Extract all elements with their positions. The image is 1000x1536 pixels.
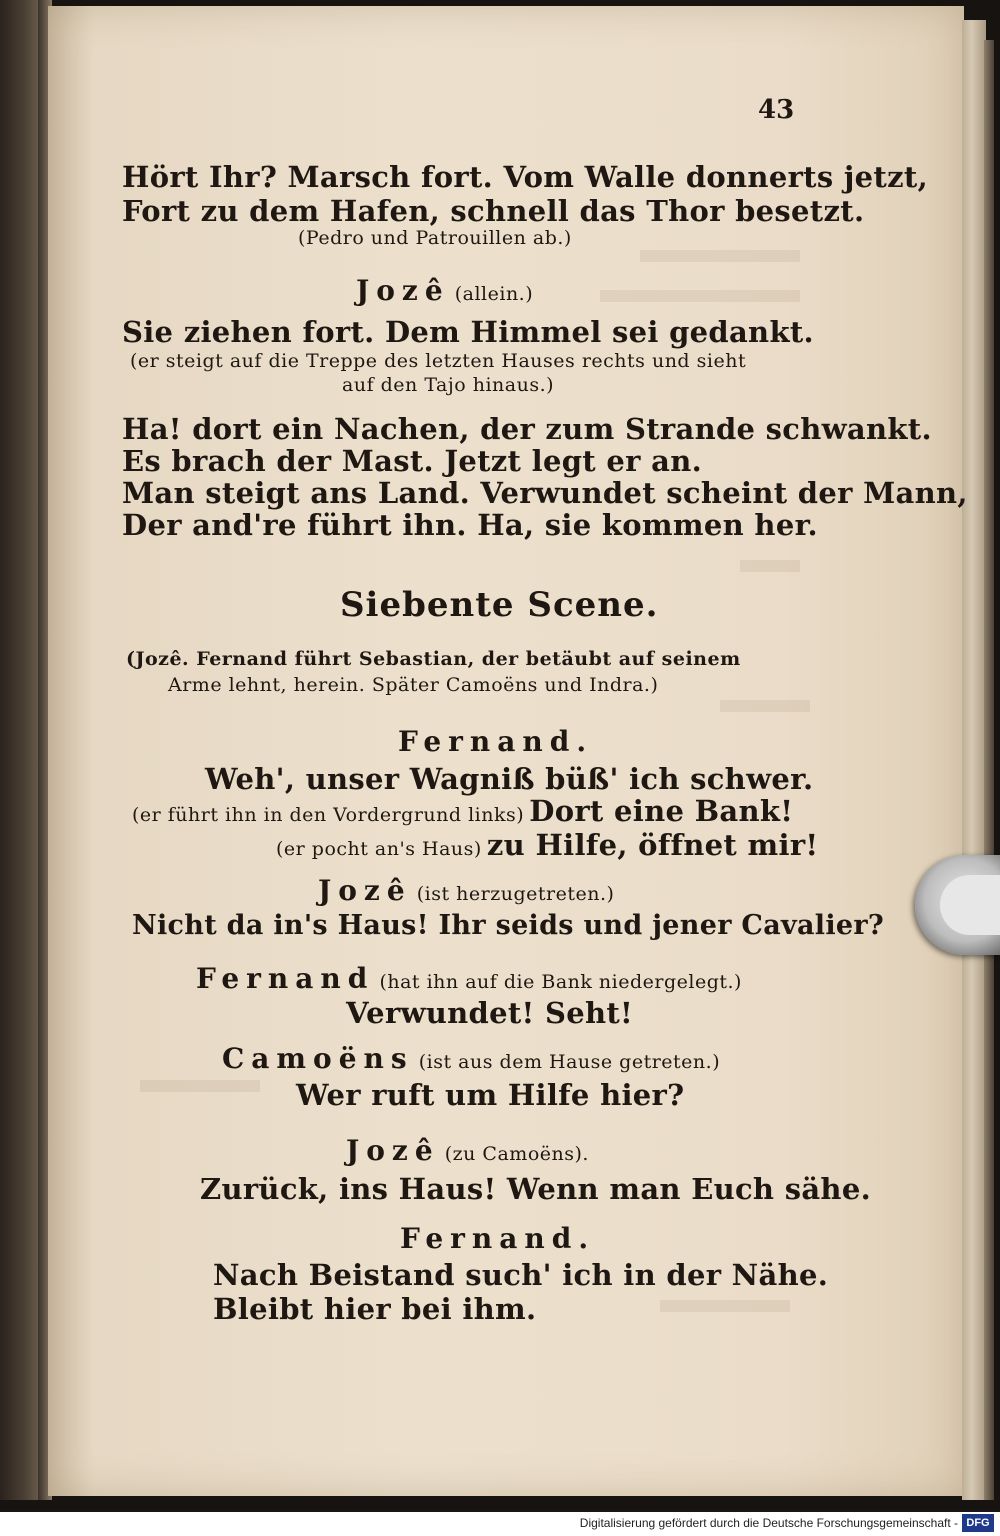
page-clip-opening (940, 875, 1000, 935)
speaker-line (196, 962, 742, 995)
show-through-mark (600, 290, 800, 302)
speaker-line (346, 1134, 589, 1167)
show-through-mark (720, 700, 810, 712)
verse-line: Nach Beistand such' ich in der Nähe. (213, 1258, 829, 1292)
verse-line: Dort eine Bank! (529, 794, 794, 828)
stage-direction: (Pedro und Patrouillen ab.) (298, 227, 572, 249)
show-through-mark (660, 1300, 790, 1312)
stage-direction: (ist herzugetreten.) (416, 883, 615, 905)
verse-line: Bleibt hier bei ihm. (213, 1292, 537, 1326)
cover-edge (984, 40, 994, 1500)
scene-heading: Siebente Scene. (340, 585, 659, 625)
speaker-name: Fernand. (400, 1222, 596, 1255)
verse-line: Nicht da in's Haus! Ihr seids und jener Cavalier? (132, 910, 885, 941)
verse-line: Wer ruft um Hilfe hier? (296, 1078, 685, 1112)
stage-direction: (hat ihn auf die Bank niedergelegt.) (379, 971, 742, 993)
show-through-mark (140, 1080, 260, 1092)
stage-direction: (er pocht an's Haus) (276, 838, 482, 860)
show-through-mark (640, 250, 800, 262)
verse-line: Zurück, ins Haus! Wenn man Euch sähe. (200, 1172, 871, 1206)
verse-line: Man steigt ans Land. Verwundet scheint der Mann, (122, 476, 968, 510)
stage-direction: (zu Camoëns). (444, 1143, 589, 1165)
verse-line: zu Hilfe, öffnet mir! (486, 828, 819, 862)
mixed-line (132, 794, 793, 828)
speaker-name: Fernand. (398, 725, 594, 758)
mixed-line (276, 828, 818, 862)
speaker-name: Jozê (356, 274, 450, 307)
dfg-logo-icon: DFG (962, 1514, 994, 1532)
verse-line: Weh', unser Wagniß büß' ich schwer. (205, 762, 814, 796)
verse-line: Sie ziehen fort. Dem Himmel sei gedankt. (122, 315, 814, 349)
speaker-name: Jozê (346, 1134, 440, 1167)
footer-credit: Digitalisierung gefördert durch die Deutsche Forschungsgemeinschaft - (579, 1516, 958, 1530)
stage-direction: Arme lehnt, herein. Später Camoëns und Indra.) (168, 674, 659, 696)
speaker-name: Camoëns (222, 1042, 414, 1075)
page-number: 43 (758, 95, 795, 125)
stage-direction: (ist aus dem Hause getreten.) (418, 1051, 721, 1073)
stage-direction: (allein.) (454, 283, 534, 305)
show-through-mark (740, 560, 800, 572)
previous-page-edge (0, 0, 40, 1500)
stage-direction: (er steigt auf die Treppe des letzten Hauses rechts und sieht (130, 350, 747, 372)
speaker-line (318, 874, 614, 907)
speaker-line (356, 274, 533, 307)
verse-line: Hört Ihr? Marsch fort. Vom Walle donnerts jetzt, (122, 160, 928, 194)
speaker-name: Fernand (196, 962, 375, 995)
verse-line: Verwundet! Seht! (346, 996, 634, 1030)
stage-direction: (Jozê. Fernand führt Sebastian, der betäubt auf seinem (126, 648, 741, 670)
stage-direction: auf den Tajo hinaus.) (342, 374, 555, 396)
verse-line: Fort zu dem Hafen, schnell das Thor besetzt. (122, 194, 865, 228)
speaker-name: Jozê (318, 874, 412, 907)
verse-line: Der and're führt ihn. Ha, sie kommen her. (122, 508, 818, 542)
page-stack-edge (962, 20, 986, 1500)
verse-line: Ha! dort ein Nachen, der zum Strande schwankt. (122, 412, 932, 446)
stage-direction: (er führt ihn in den Vordergrund links) (132, 804, 525, 826)
speaker-line (222, 1042, 720, 1075)
verse-line: Es brach der Mast. Jetzt legt er an. (122, 444, 702, 478)
